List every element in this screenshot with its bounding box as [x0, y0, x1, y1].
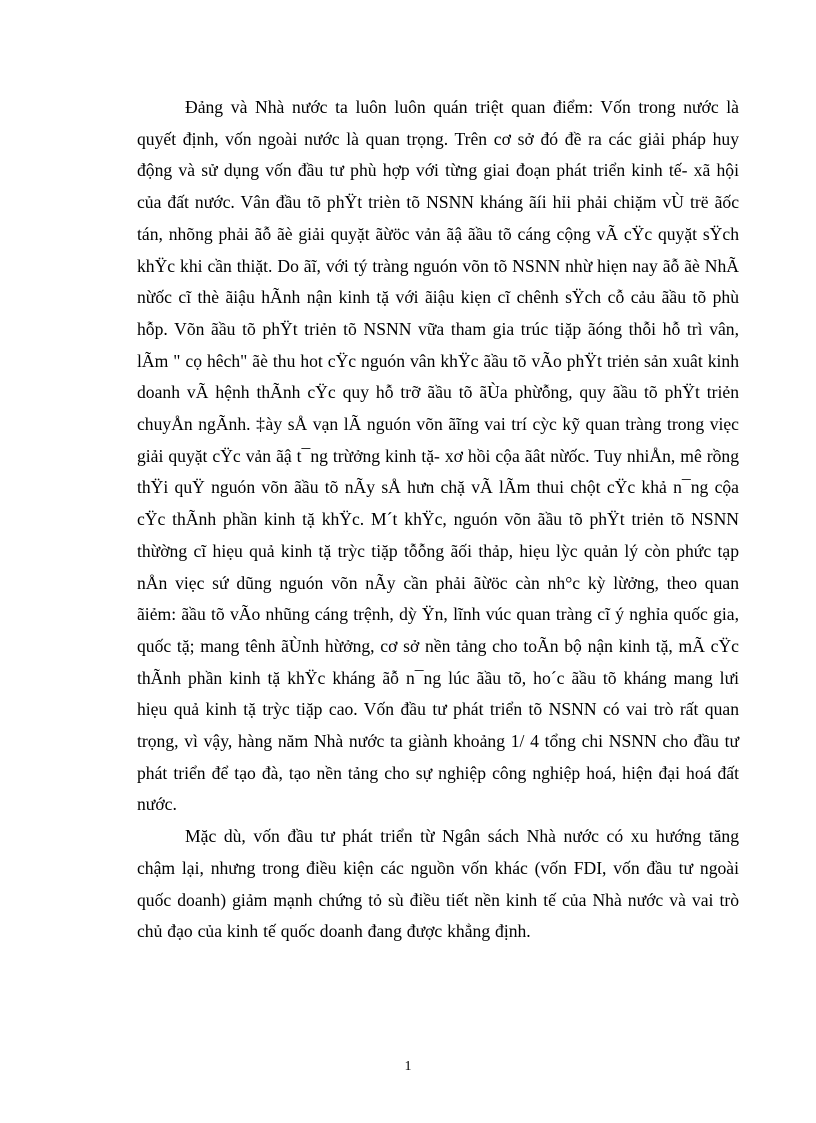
paragraph-2: Mặc dù, vốn đầu tư phát triển từ Ngân sách Nhà nước có xu hướng tăng chậm lại, nhưng trong điều kiện các nguồn vốn khác (vốn FDI, vốn đầu tư ngoài quốc doanh) giảm mạnh chứng tỏ sù điều tiết nền kinh tế của Nhà nước và vai trò chủ đạo của kinh tế quốc doanh đang được khẳng định.	[137, 826, 739, 942]
page-number: 1	[404, 1059, 412, 1074]
paragraph-1: Đảng và Nhà nước ta luôn luôn quán triệt quan điểm: Vốn trong nước là quyết định, vốn ngoài nước là quan trọng. Trên cơ sở đó đề ra các giải pháp huy động và sử dụng vốn đầu tư phù hợp với từng giai đoạn phát triển kinh tế- xã hội của đất nước. Vân đầu tõ phŸt trièn tõ NSNN kháng ãíi hỉi phải chiặm vÙ trë ãốc tán, nhõng phải ãỗ ãè giải quyặt ãừöc vản ãậ ãầu tõ cáng cộng vÃ cŸc quyặt sŸch khŸc khi cần thiặt. Do ãĩ, với tý tràng nguón võn tõ NSNN nhừ hiẹn nay ãỗ ãè NhÃ nừốc cĩ thè ãiậu hÃnh nận kinh tặ với ãiậu kiẹn cĩ chênh sŸch cỗ cảu ãầu tõ phù hỗp. Võn ãầu tõ phŸt triẻn tõ NSNN vữa tham gia trúc tiặp ãóng thỗi hỗ trì vân, lÃm " cọ hêch" ãè thu hot cŸc nguón vân khŸc ãầu tõ vÃo phŸt triẻn sản xuât kinh doanh vÃ hệnh thÃnh cŸc quy hỗ trỡ ãầu tõ ãÙa phừỗng, quy ãầu tõ phŸt triẻn chuyÅn ngÃnh. ‡ày sÅ vạn lÃ nguón võn ãĩng vai trí cỳc kỹ quan tràng trong viẹc giải quyặt cŸc vản ãậ t¯ng trừởng kinh tặ- xơ hồi cộa ãât nừốc. Tuy nhiÅn, mê rồng thŸi quŸ nguón võn ãầu tõ nÃy sÅ hưn chặ vÃ lÃm thui chột cŸc khả n¯ng cộa cŸc thÃnh phần kinh tặ khŸc. M´t khŸc, nguón võn ãầu tõ phŸt triẻn tõ NSNN thừờng cĩ hiẹu quả kinh tặ trỳc tiặp tỗỗng ãối thảp, hiẹu lỳc quản lý còn phức tạp nÅn viẹc sứ dũng nguón võn nÃy cần phải ãừöc càn nh°c kỳ lừởng, theo quan ãiẻm: ãầu tõ vÃo nhũng cáng trệnh, dỳ Ÿn, lĩnh vúc quan tràng cĩ ý nghỉa quốc gia, quốc tặ; mang tênh ãÙnh hừởng, cơ sở nền tảng cho toÃn bộ nận kinh tặ, mÃ cŸc thÃnh phần kinh tặ khŸc kháng ãỗ n¯ng lúc ãầu tõ, ho´c ãầu tõ kháng mang lưi hiẹu quả kinh tặ trỳc tiặp cao. Vốn đầu tư phát triển tõ NSNN có vai trò rất quan trọng, vì vậy, hàng năm Nhà nước ta giành khoảng 1/ 4 tổng chi NSNN cho đầu tư phát triển để tạo đà, tạo nền tảng cho sự nghiệp công nghiệp hoá, hiện đại hoá đất nước.	[137, 97, 739, 815]
document-body	[137, 92, 739, 948]
